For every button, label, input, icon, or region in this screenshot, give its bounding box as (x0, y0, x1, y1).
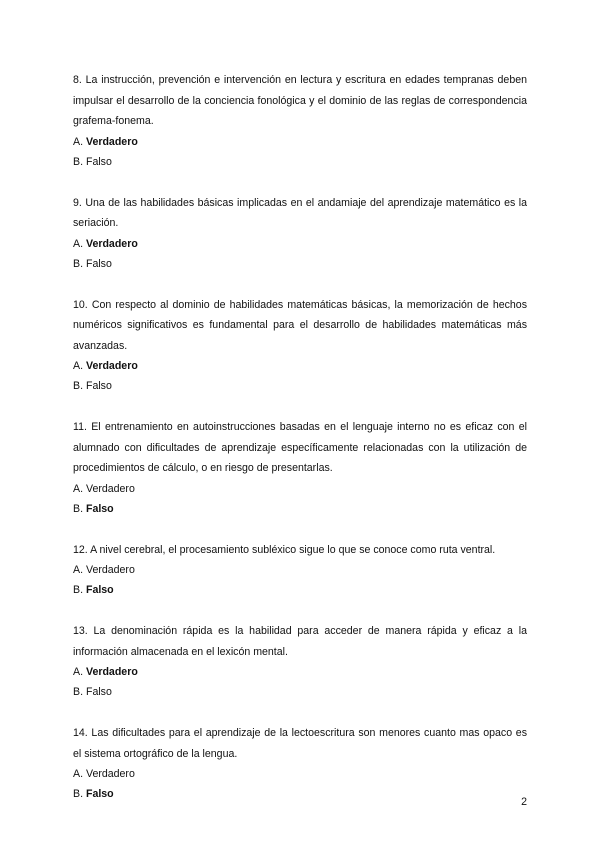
option-text: Verdadero (85, 237, 138, 250)
question-text: 13. La denominación rápida es la habilidad para acceder de manera rápida y eficaz a la información almacenada en el lexicón mental. (73, 625, 527, 658)
option-letter: A. (73, 666, 84, 678)
option-text: Falso (85, 686, 112, 698)
option-a (73, 764, 527, 784)
option-text: Verdadero (85, 482, 135, 495)
document-page (73, 70, 527, 825)
option-b (73, 682, 527, 702)
option-text: Falso (85, 257, 112, 270)
option-b (73, 152, 527, 172)
question-12 (73, 540, 527, 601)
question-text: 12. A nivel cerebral, el procesamiento subléxico sigue lo que se conoce como ruta ventral. (73, 543, 496, 556)
option-letter: A. (73, 237, 84, 250)
option-text: Falso (85, 788, 114, 800)
page-number: 2 (521, 796, 527, 808)
option-text: Falso (85, 155, 112, 168)
option-text: Falso (85, 380, 112, 392)
option-b (73, 254, 527, 274)
option-a (73, 479, 527, 499)
option-b (73, 784, 527, 804)
option-letter: A. (73, 564, 84, 576)
option-a (73, 560, 527, 580)
question-11 (73, 417, 527, 519)
option-b (73, 499, 527, 519)
question-text: 14. Las dificultades para el aprendizaje de la lectoescritura son menores cuanto mas opaco es el sistema ortográfico de la lengua. (73, 727, 527, 760)
question-text: 9. Una de las habilidades básicas implicadas en el andamiaje del aprendizaje matemático es la seriación. (73, 196, 527, 229)
option-letter: A. (73, 768, 84, 780)
option-letter: B. (73, 584, 84, 596)
option-text: Verdadero (85, 666, 138, 678)
option-letter: B. (73, 155, 84, 168)
option-a (73, 662, 527, 682)
option-letter: B. (73, 686, 84, 698)
question-text: 8. La instrucción, prevención e intervención en lectura y escritura en edades tempranas deben impulsar el desarrollo de la conciencia fonológica y el dominio de las reglas de correspondencia grafema-fonema. (73, 74, 527, 127)
option-letter: B. (73, 257, 84, 270)
option-text: Verdadero (85, 360, 138, 372)
question-8 (73, 70, 527, 172)
option-text: Verdadero (85, 768, 135, 780)
option-text: Verdadero (85, 135, 138, 148)
option-text: Falso (85, 584, 114, 596)
option-b (73, 376, 527, 396)
option-a (73, 356, 527, 376)
option-letter: B. (73, 788, 84, 800)
question-10 (73, 295, 527, 397)
option-letter: B. (73, 380, 84, 392)
option-b (73, 580, 527, 600)
option-a (73, 132, 527, 152)
option-text: Verdadero (85, 564, 135, 576)
option-text: Falso (85, 502, 114, 515)
option-a (73, 234, 527, 254)
question-13 (73, 621, 527, 702)
question-9 (73, 193, 527, 274)
option-letter: B. (73, 502, 84, 515)
question-text: 10. Con respecto al dominio de habilidades matemáticas básicas, la memorización de hechos numéricos significativos es fundamental para el desarrollo de habilidades matemáticas más avanzadas. (73, 298, 527, 352)
option-letter: A. (73, 482, 84, 495)
option-letter: A. (73, 360, 84, 372)
question-14 (73, 723, 527, 804)
option-letter: A. (73, 135, 84, 148)
question-text: 11. El entrenamiento en autoinstrucciones basadas en el lenguaje interno no es eficaz con el alumnado con dificultades de aprendizaje específicamente relacionadas con la utilización de procedimientos de cálculo, o en riesgo de presentarlas. (73, 421, 527, 474)
